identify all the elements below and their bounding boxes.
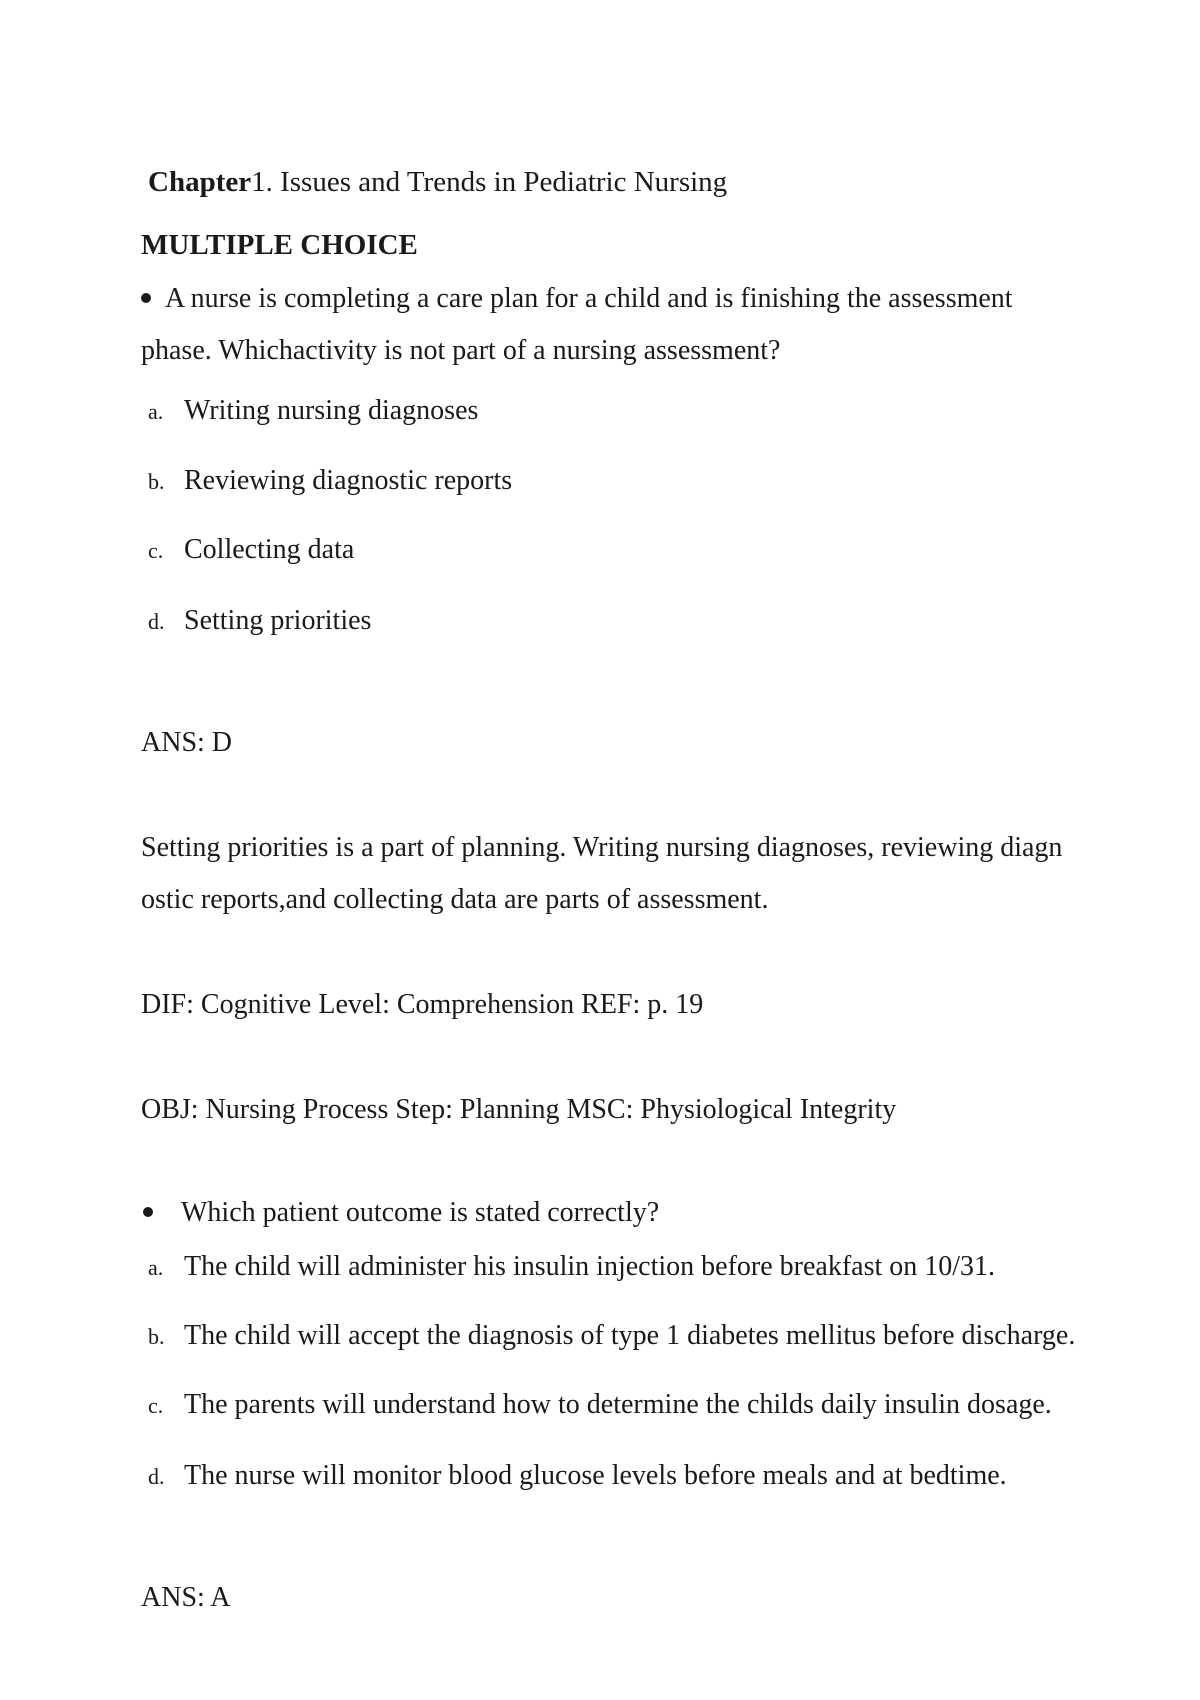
- question-1-dif: DIF: Cognitive Level: Comprehension REF: p. 19: [141, 989, 704, 1020]
- question-2-option-c: c. The parents will understand how to determine the childs daily insulin dosage.: [148, 1389, 1052, 1420]
- bullet-icon: [143, 1207, 153, 1217]
- question-1-option-b: b. Reviewing diagnostic reports: [148, 465, 513, 496]
- question-1-obj: OBJ: Nursing Process Step: Planning MSC: Physiological Integrity: [141, 1094, 897, 1125]
- question-1-option-c: c. Collecting data: [148, 534, 355, 565]
- question-1-stem-line-1: A nurse is completing a care plan for a child and is finishing the assessment: [141, 282, 1013, 316]
- question-2-stem: Which patient outcome is stated correctly?: [143, 1196, 659, 1230]
- chapter-title: [148, 165, 727, 199]
- question-1-stem-line-2: phase. Whichactivity is not part of a nursing assessment?: [141, 335, 781, 366]
- section-heading: MULTIPLE CHOICE: [141, 229, 418, 261]
- question-2-option-b: b. The child will accept the diagnosis of type 1 diabetes mellitus before discharge.: [148, 1320, 1076, 1351]
- question-2-option-d: d. The nurse will monitor blood glucose levels before meals and at bedtime.: [148, 1460, 1007, 1491]
- question-1-option-a: a. Writing nursing diagnoses: [148, 395, 479, 426]
- question-1-answer: ANS: D: [141, 727, 233, 758]
- chapter-label: Chapter: [148, 166, 252, 198]
- question-2-answer: ANS: A: [141, 1582, 231, 1613]
- question-1-option-d: d. Setting priorities: [148, 605, 372, 636]
- question-1-rationale-line-2: ostic reports,and collecting data are parts of assessment.: [141, 884, 769, 915]
- bullet-icon: [141, 293, 151, 303]
- question-1-rationale-line-1: Setting priorities is a part of planning. Writing nursing diagnoses, reviewing diagn: [141, 832, 1063, 863]
- question-2-option-a: a. The child will administer his insulin injection before breakfast on 10/31.: [148, 1251, 996, 1282]
- chapter-name: 1. Issues and Trends in Pediatric Nursing: [251, 166, 728, 198]
